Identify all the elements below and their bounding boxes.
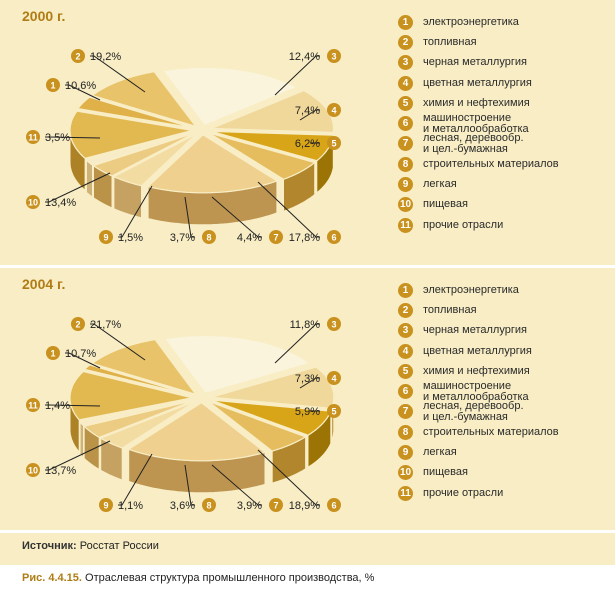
legend-label: пищевая — [423, 198, 468, 211]
slice-number-label: 7 — [273, 500, 279, 511]
slice-number-label: 9 — [103, 500, 109, 511]
caption-label: Рис. 4.4.15. — [22, 572, 82, 584]
panel-separator — [0, 530, 615, 533]
panel-2004 — [0, 268, 615, 530]
legend-label: химия и нефтехимия — [423, 96, 530, 109]
legend-item — [398, 381, 613, 401]
legend-number-badge: 8 — [398, 157, 413, 172]
pie-value-label: 19,2% — [90, 51, 122, 63]
slice-number-label: 1 — [50, 348, 56, 359]
legend-label: пищевая — [423, 466, 468, 479]
pie-data-label — [46, 346, 100, 368]
pie-slice-side — [80, 422, 83, 458]
legend-number-badge: 1 — [398, 283, 413, 298]
slice-number-label: 3 — [331, 319, 337, 330]
slice-number-label: 11 — [28, 132, 38, 143]
legend-item — [398, 483, 613, 503]
legend-2000 — [398, 12, 613, 235]
legend-label: электроэнергетика — [423, 283, 519, 296]
legend-label: строительных материалов — [423, 157, 559, 170]
pie-value-label: 7,3% — [294, 373, 320, 385]
legend-number-badge: 11 — [398, 486, 413, 501]
legend-label: легкая — [423, 446, 457, 459]
source-note — [22, 540, 159, 552]
legend-label: химия и нефтехимия — [423, 364, 530, 377]
slice-number-label: 1 — [50, 80, 56, 91]
legend-number-badge: 9 — [398, 177, 413, 192]
pie-value-label: 1,5% — [118, 232, 144, 244]
legend-item — [398, 12, 613, 32]
pie-value-label: 13,4% — [45, 197, 77, 209]
source-text: Росстат России — [76, 540, 159, 552]
slice-number-label: 8 — [206, 500, 212, 511]
legend-label: черная металлургия — [423, 324, 527, 337]
legend-number-badge: 2 — [398, 35, 413, 50]
pie-data-label — [46, 78, 100, 100]
pie-chart-2004 — [0, 268, 400, 530]
legend-item — [398, 399, 613, 423]
legend-item — [398, 113, 613, 133]
slice-number-label: 7 — [273, 232, 279, 243]
legend-number-badge: 5 — [398, 96, 413, 111]
pie-value-label: 7,4% — [294, 105, 320, 117]
pie-value-label: 10,6% — [65, 80, 97, 92]
pie-chart-2000 — [0, 0, 400, 265]
legend-item — [398, 131, 613, 155]
slice-number-label: 5 — [331, 406, 337, 417]
slice-number-label: 9 — [103, 232, 109, 243]
legend-number-badge: 8 — [398, 425, 413, 440]
legend-item — [398, 73, 613, 93]
chart-title-2004: 2004 г. — [22, 276, 66, 292]
pie-value-label: 4,4% — [236, 232, 262, 244]
chart-title-2000: 2000 г. — [22, 8, 66, 24]
legend-label: топливная — [423, 303, 477, 316]
legend-label: прочие отрасли — [423, 218, 504, 231]
figure-caption — [22, 572, 374, 584]
source-label: Источник: — [22, 540, 77, 552]
legend-label: черная металлургия — [423, 56, 527, 69]
pie-value-label: 13,7% — [45, 465, 77, 477]
slice-number-label: 4 — [331, 105, 337, 116]
slice-number-label: 3 — [331, 51, 337, 62]
pie-value-label: 12,4% — [288, 51, 320, 63]
legend-item — [398, 361, 613, 381]
legend-2004 — [398, 280, 613, 503]
slice-number-label: 2 — [75, 319, 81, 330]
legend-number-badge: 5 — [398, 364, 413, 379]
legend-label: легкая — [423, 178, 457, 191]
slice-number-label: 6 — [331, 232, 337, 243]
pie-value-label: 11,8% — [289, 319, 320, 331]
legend-label: цветная металлургия — [423, 76, 532, 89]
slice-number-label: 11 — [28, 400, 38, 411]
pie-slice-side — [87, 160, 93, 197]
pie-value-label: 21,7% — [90, 319, 122, 331]
pie-value-label: 3,6% — [169, 500, 195, 512]
legend-item — [398, 280, 613, 300]
legend-item — [398, 442, 613, 462]
legend-number-badge: 2 — [398, 303, 413, 318]
slice-number-label: 10 — [27, 197, 39, 208]
caption-text: Отраслевая структура промышленного производства, % — [81, 572, 375, 584]
legend-item — [398, 174, 613, 194]
pie-value-label: 10,7% — [65, 348, 97, 360]
pie-data-label — [295, 136, 341, 150]
pie-value-label: 1,1% — [118, 500, 144, 512]
legend-label: прочие отрасли — [423, 486, 504, 499]
legend-item — [398, 195, 613, 215]
legend-number-badge: 6 — [398, 116, 413, 131]
legend-label: электроэнергетика — [423, 15, 519, 28]
pie-value-label: 1,4% — [45, 400, 71, 412]
legend-label: строительных материалов — [423, 425, 559, 438]
legend-item — [398, 93, 613, 113]
legend-label: машиностроение и металлообработка — [423, 379, 529, 403]
legend-item — [398, 32, 613, 52]
legend-item — [398, 154, 613, 174]
legend-number-badge: 3 — [398, 323, 413, 338]
slice-number-label: 2 — [75, 51, 81, 62]
legend-number-badge: 10 — [399, 199, 412, 211]
legend-item — [398, 53, 613, 73]
legend-label: цветная металлургия — [423, 344, 532, 357]
legend-label: лесная, деревообр. и цел.-бумажная — [423, 131, 524, 155]
pie-data-label — [295, 404, 341, 418]
pie-value-label: 17,8% — [288, 232, 320, 244]
legend-item — [398, 422, 613, 442]
legend-number-badge: 3 — [398, 55, 413, 70]
slice-number-label: 5 — [331, 138, 337, 149]
slice-number-label: 8 — [206, 232, 212, 243]
legend-item — [398, 463, 613, 483]
panel-2000 — [0, 0, 615, 265]
legend-number-badge: 7 — [398, 136, 413, 151]
legend-item — [398, 341, 613, 361]
pie-value-label: 3,9% — [236, 500, 262, 512]
legend-number-badge: 10 — [399, 467, 412, 479]
legend-number-badge: 11 — [398, 218, 413, 233]
pie-value-label: 18,9% — [288, 500, 320, 512]
legend-number-badge: 6 — [398, 384, 413, 399]
pie-value-label: 6,2% — [294, 138, 320, 150]
slice-number-label: 6 — [331, 500, 337, 511]
legend-item — [398, 321, 613, 341]
slice-number-label: 4 — [331, 373, 337, 384]
legend-number-badge: 9 — [398, 445, 413, 460]
pie-value-label: 5,9% — [294, 406, 320, 418]
pie-value-label: 3,5% — [45, 132, 71, 144]
slice-number-label: 10 — [27, 465, 39, 476]
pie-value-label: 3,7% — [169, 232, 195, 244]
legend-number-badge: 4 — [398, 76, 413, 91]
legend-label: лесная, деревообр. и цел.-бумажная — [423, 399, 524, 423]
legend-number-badge: 7 — [398, 404, 413, 419]
legend-number-badge: 1 — [398, 15, 413, 30]
legend-item — [398, 215, 613, 235]
legend-label: машиностроение и металлообработка — [423, 111, 529, 135]
legend-item — [398, 300, 613, 320]
legend-number-badge: 4 — [398, 344, 413, 359]
legend-label: топливная — [423, 35, 477, 48]
